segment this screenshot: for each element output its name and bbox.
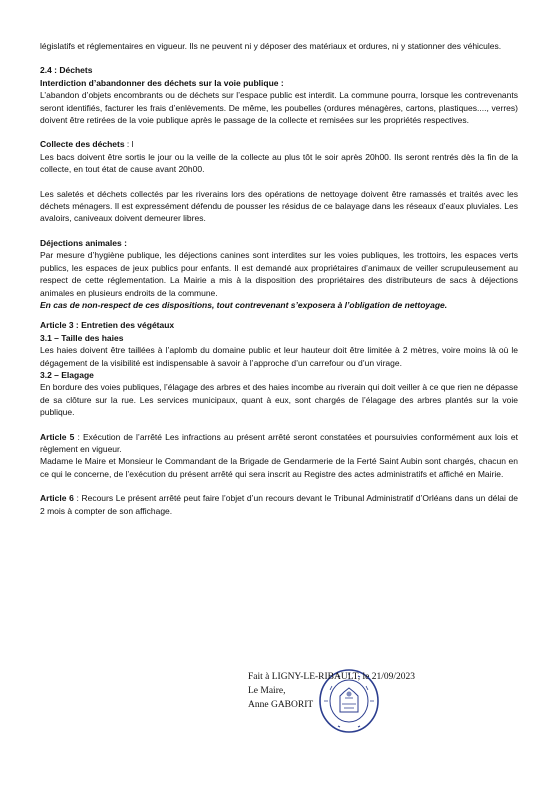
article-6-paragraph xyxy=(40,492,518,517)
signature-name: Anne GABORIT xyxy=(248,700,314,710)
signature-role: Le Maire, xyxy=(248,686,286,696)
signature-place-date: Fait à LIGNY-LE-RIBAULT, le 21/09/2023 xyxy=(248,672,416,682)
section-3-1-heading: 3.1 – Taille des haies xyxy=(40,332,124,343)
section-3-2-paragraph: En bordure des voies publiques, l’élagage des arbres et des haies incombe au riverain qui doit veiller à ce que rien ne dépasse de sa clôture sur la rue. Les services municipaux, quant à eux, sont chargés de l’élagage des arbres plantés sur la voie publique. xyxy=(40,382,518,418)
article-5-text: : Exécution de l’arrêté Les infractions au présent arrêté seront constatées et poursuivies conformément aux lois et règlement en vigueur. xyxy=(40,431,519,454)
section-3-1-paragraph: Les haies doivent être taillées à l’aplomb du domaine public et leur hauteur doit être limitée à 2 mètres, voire moins là où le dégagement de la visibilité est indispensable à savoir à l’approche d’un carrefour ou d’un virage. xyxy=(40,345,518,368)
collecte-heading xyxy=(40,138,518,150)
section-2-4-paragraph: L’abandon d’objets encombrants ou de déchets sur l’espace public est interdit. La commune pourra, lorsque les contrevenants seront identifiés, facturer les frais d’enlèvements. De même, les poubelles (ordures ménagères, cartons, plastiques...., verres) doivent être retirées de la voie publique après le passage de la collecte et remisées sur les propriétés respectives. xyxy=(40,90,518,126)
section-3-2-heading: 3.2 – Elagage xyxy=(40,369,94,380)
article-6-text: : Recours Le présent arrêté peut faire l’objet d’un recours devant le Tribunal Administratif d’Orléans dans un délai de 2 mois à compter de son affichage. xyxy=(40,493,518,516)
dejections-warning: En cas de non-respect de ces dispositions, tout contrevenant s’exposera à l’obligation de nettoyage. xyxy=(40,299,448,310)
dejections-heading: Déjections animales : xyxy=(40,237,127,248)
article-5-paragraph xyxy=(40,431,518,456)
salete-paragraph: Les saletés et déchets collectés par les riverains lors des opérations de nettoyage doivent être ramassés et traités avec les déchets ménagers. Il est expressément défendu de pousser les résidus de ce balayage dans les réseaux d’eaux pluviales. Les avaloirs, caniveaux doivent demeurer libres. xyxy=(40,188,518,224)
section-2-4-subtitle: Interdiction d’abandonner des déchets sur la voie publique : xyxy=(40,77,284,88)
collecte-paragraph: Les bacs doivent être sortis le jour ou la veille de la collecte au plus tôt le soir après 20h00. Ils seront rentrés dès la fin de la collecte, en tout état de cause avant 20h00. xyxy=(40,151,518,175)
article-5-paragraph-2: Madame le Maire et Monsieur le Commandant de la Brigade de Gendarmerie de la Ferté Saint Aubin sont chargés, chacun en ce qui le concerne, de l’exécution du présent arrêté qui sera inscrit au Registre des actes administratifs et affiché en Mairie. xyxy=(40,456,518,479)
collecte-suffix: : l xyxy=(124,139,134,150)
article-6-label: Article 6 xyxy=(40,493,74,504)
dejections-paragraph: Par mesure d’hygiène publique, les déjections canines sont interdites sur les voies publiques, les trottoirs, les espaces verts publics, les espaces de jeux publics pour enfants. Il est demandé aux propriétaires d’animaux de veiller scrupuleusement au respect de cette réglementation. La Mairie a mis à la disposition des propriétaires des distributeurs de sacs à déjections animales en plusieurs endroits de la commune. xyxy=(40,250,518,298)
collecte-title: Collecte des déchets xyxy=(40,139,125,150)
signature-block xyxy=(248,670,415,712)
intro-paragraph: législatifs et réglementaires en vigueur. Ils ne peuvent ni y déposer des matériaux et ordures, ni y stationner des véhicules. xyxy=(40,41,502,51)
article-3-heading: Article 3 : Entretien des végétaux xyxy=(40,320,175,331)
section-2-4-heading: 2.4 : Déchets xyxy=(40,65,93,76)
document-body xyxy=(40,40,518,517)
article-5-label: Article 5 xyxy=(40,431,75,442)
